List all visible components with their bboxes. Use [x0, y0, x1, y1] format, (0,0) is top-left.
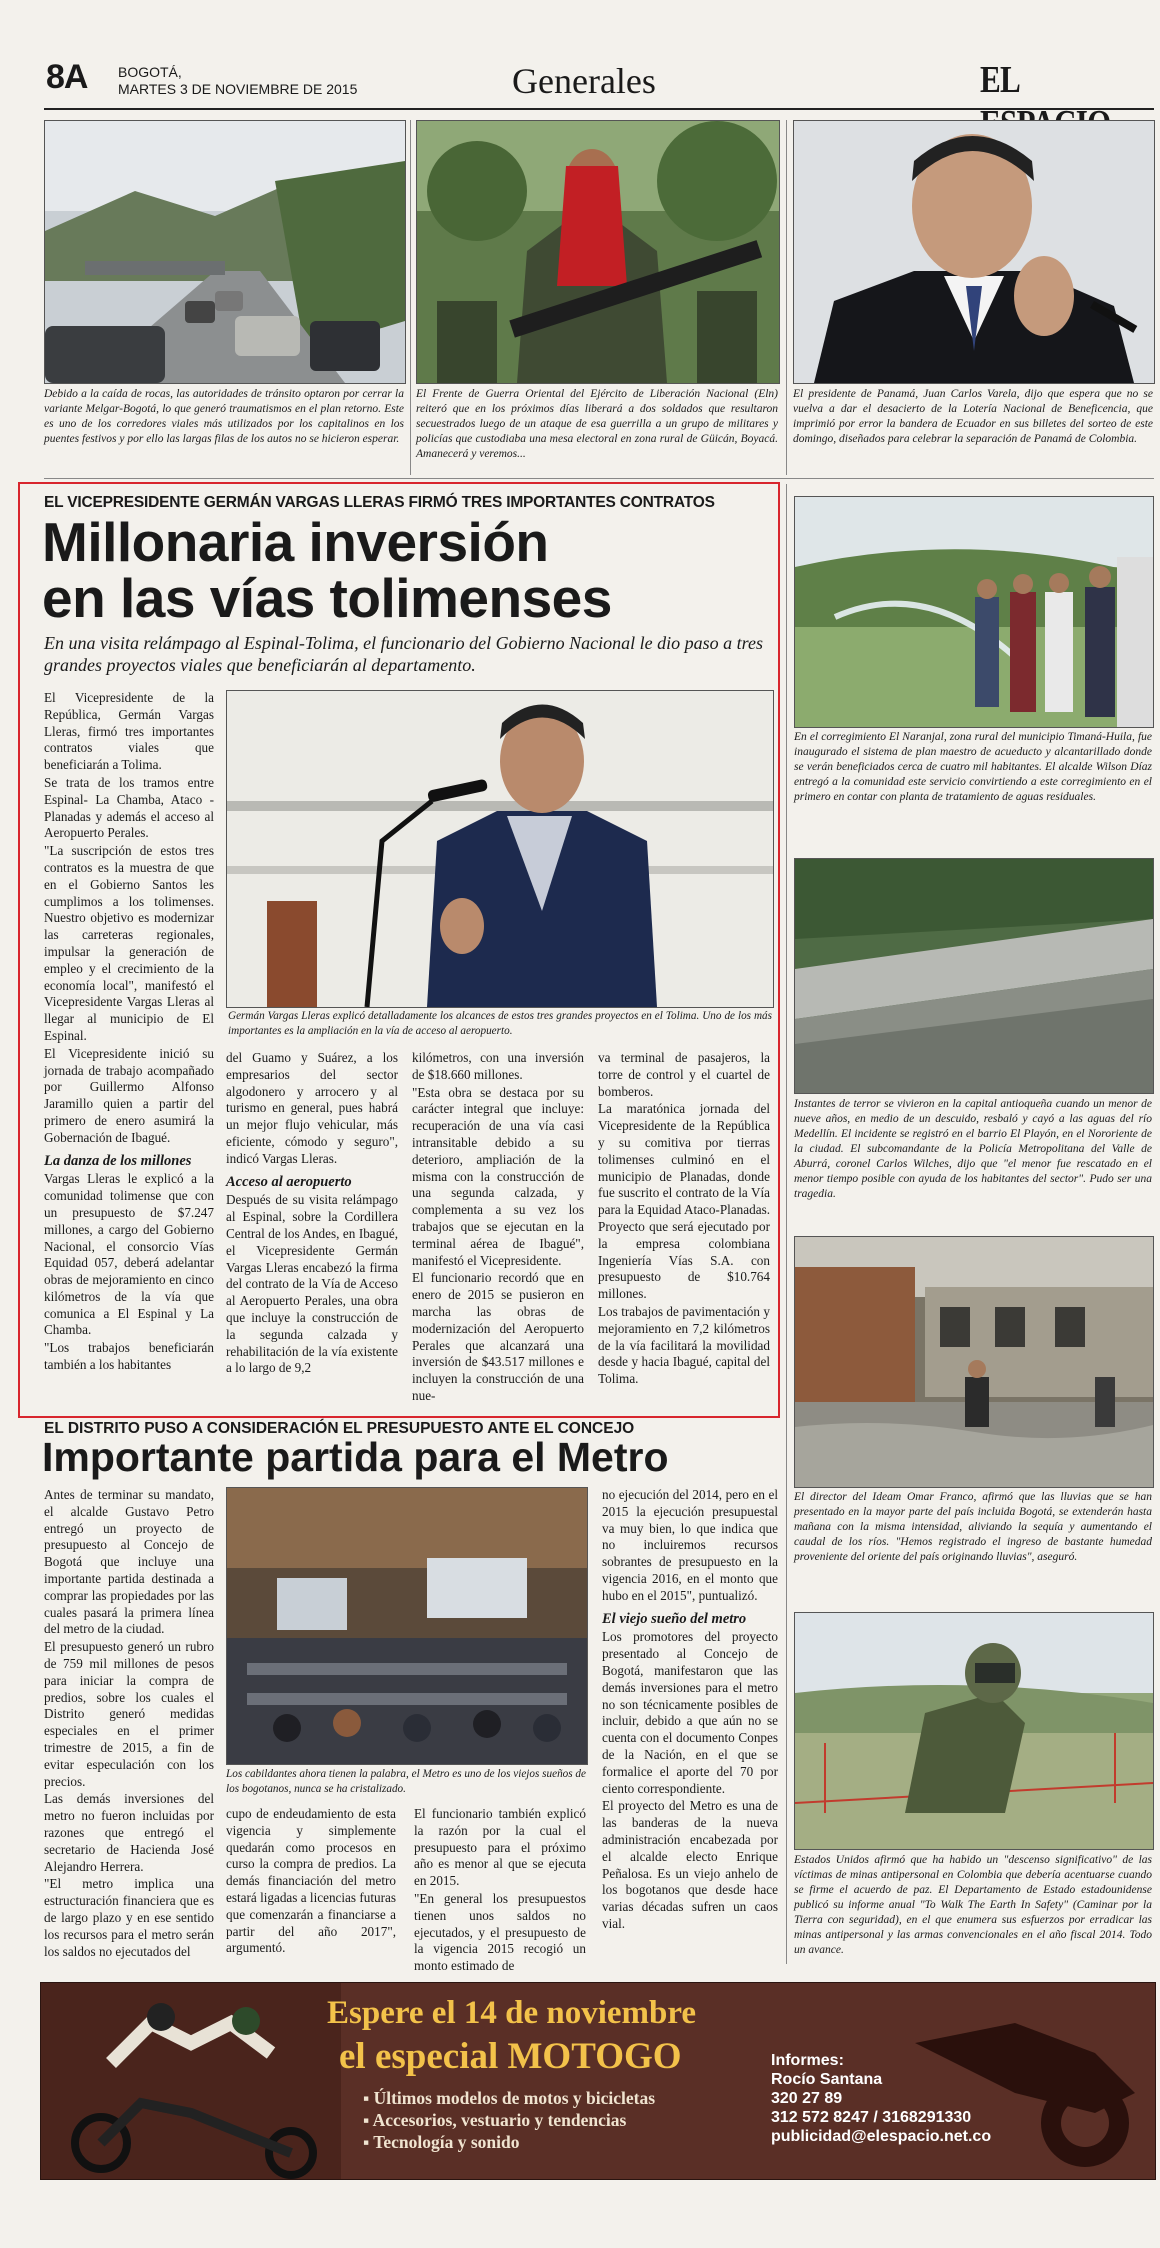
ad-contact-block — [771, 2051, 991, 2146]
photo-aqueduct-inauguration — [794, 496, 1154, 728]
subhead-viejo-sueno: El viejo sueño del metro — [602, 1610, 747, 1627]
ad-headline-1: Espere el 14 de noviembre — [327, 1995, 697, 2031]
photo-vargas-lleras — [226, 690, 774, 1008]
main-col4 — [598, 1050, 770, 1389]
paragraph: kilómetros, con una inversión de $18.660 millones. — [412, 1050, 584, 1082]
ad-email: publicidad@elespacio.net.co — [771, 2128, 992, 2145]
paragraph: Las demás inversiones del metro no fueron incluidas por razones que entregó el secretario de Hacienda José Alejandro Herrera. — [44, 1791, 214, 1874]
column-divider — [410, 120, 411, 475]
metro-kicker: EL DISTRITO PUSO A CONSIDERACIÓN EL PRESUPUESTO ANTE EL CONCEJO — [44, 1420, 635, 1437]
ad-bullet: ▪ Accesorios, vestuario y tendencias — [363, 2110, 627, 2130]
main-title-line2: en las vías tolimenses — [42, 567, 612, 629]
photo-deminer — [794, 1612, 1154, 1850]
paragraph: del Guamo y Suárez, a los empresarios del sector algodonero y arrocero y al turismo en general, pues habrá un mejor flujo vehicular, más eficiente, cómodo y seguro", indicó Vargas Lleras. — [226, 1050, 398, 1166]
paragraph: "Esta obra se destaca por su carácter integral que incluye: recuperación de una vía casi intransitable debido a su deterioro, ampliación de la misma con la construcción de una segunda calzada, y complementa a su vez los trabajos que se ejecutan en la terminal aérea de Ibagué", manifestó el Vicepresidente. — [412, 1084, 584, 1268]
main-col2 — [226, 1050, 398, 1378]
metro-col2 — [226, 1806, 396, 1958]
metro-col4 — [602, 1487, 778, 1934]
page-number: 8A — [46, 58, 88, 96]
paragraph: El presupuesto generó un rubro de 759 mil millones de pesos para iniciar la compra de predios, sobre los cuales el Distrito generó medidas especiales en el primer trimestre de 2015, a fin de evitar especulación con los precios. — [44, 1639, 214, 1789]
paragraph: va terminal de pasajeros, la torre de control y el cuartel de bomberos. — [598, 1050, 770, 1099]
paragraph: La maratónica jornada del Vicepresidente de la República y su comitiva por tierras tolimenses culminó en el municipio de Planadas, donde fue suscrito el contrato de la Vía para la Equidad Ataco-Planadas. Proyecto que será ejecutado por la empresa colombiana Ingeniería Vías S.A. con presupuesto de $10.764 millones. — [598, 1101, 770, 1302]
ad-bullet-text: Accesorios, vestuario y tendencias — [372, 2110, 627, 2130]
section-title: Generales — [512, 61, 656, 101]
motogo-ad — [40, 1982, 1156, 2180]
caption-aqueduct: En el corregimiento El Naranjal, zona rural del municipio Timaná-Huila, fue inaugurado el sistema de plan maestro de acueducto y alcantarillado donde se verán beneficiados cerca de cuatro mil habitantes. El alcalde Wilson Díaz entregó a la comunidad este servicio convirtiendo a este corregimiento en el primero en contar con planta de tratamiento de aguas residuales. — [794, 731, 1152, 803]
caption-ideam: El director del Ideam Omar Franco, afirmó que las lluvias que se han presentado en la mayor parte del país incluida Bogotá, se extenderán hasta mañana con la misma intensidad, aliviando la sequía y aumentando el caudal de los ríos. "Hemos registrado el ingreso de bastante humedad proveniente del oriente del país originando lluvias", aseguró. — [794, 1491, 1152, 1563]
photo-flooded-street — [794, 1236, 1154, 1488]
metro-col3 — [414, 1806, 586, 1976]
header-date: MARTES 3 DE NOVIEMBRE DE 2015 — [118, 81, 358, 97]
column-divider — [786, 484, 787, 1964]
ad-phone-1: 320 27 89 — [771, 2090, 843, 2107]
column-divider — [786, 120, 787, 475]
ad-bullet: ▪ Tecnología y sonido — [363, 2132, 520, 2152]
paragraph: Los trabajos de pavimentación y mejoramiento en 7,2 kilómetros de la vía facilitará la movilidad desde y hacia Ibagué, capital del Tolima. — [598, 1303, 770, 1387]
ad-bullet-list — [363, 2087, 655, 2153]
main-col1 — [44, 690, 214, 1375]
metro-col1 — [44, 1487, 214, 1961]
paragraph: no ejecución del 2014, pero en el 2015 la ejecución presupuestal va muy bien, lo que indica que no incluiremos recursos sobrantes de presupuesto en la vigencia 2016, en el monto que hubo en el 2015", puntualizó. — [602, 1487, 778, 1603]
main-col3 — [412, 1050, 584, 1406]
paragraph: "En general los presupuestos tienen unos saldos no ejecutados, y el presupuesto de la vigencia 2015 recogió un monto estimado de — [414, 1890, 586, 1974]
paragraph: El proyecto del Metro es una de las banderas de la nueva administración encabezada por el alcalde electo Enrique Peñalosa. Es un viejo anhelo de los bogotanos que desde hace varias décadas sufren un caos vial. — [602, 1798, 778, 1931]
photo-eln-guerrilla — [416, 120, 780, 384]
photo-medellin-river — [794, 858, 1154, 1094]
paragraph: Antes de terminar su mandato, el alcalde Gustavo Petro entregó un proyecto de presupuesto al Concejo de Bogotá que incluye una importante partida destinada a comprar las propiedades por las cuales pasará la primera línea del metro de la ciudad. — [44, 1487, 214, 1637]
ad-bullet-text: Últimos modelos de motos y bicicletas — [373, 2088, 656, 2108]
subhead-acceso: Acceso al aeropuerto — [226, 1173, 352, 1190]
header-city: BOGOTÁ, — [118, 64, 182, 80]
page-header — [40, 52, 1155, 112]
photo-panama-president — [793, 120, 1155, 384]
paragraph: "Los trabajos beneficiarán también a los habitantes — [44, 1340, 214, 1373]
subhead-danza: La danza de los millones — [44, 1152, 192, 1169]
motorcycle-riders-image — [41, 1983, 341, 2179]
ad-bullet-text: Tecnología y sonido — [373, 2132, 520, 2152]
photo-concejo-session — [226, 1487, 588, 1765]
ad-phone-2: 312 572 8247 / 3168291330 — [771, 2109, 972, 2126]
paragraph: Vargas Lleras le explicó a la comunidad tolimense que con un presupuesto de $7.247 millones, a cargo del Gobierno Nacional, el consorcio Vías Equidad 057, deberá adelantar obras de mejoramiento en cinco kilómetros de la vía que comunica a El Espinal y La Chamba. — [44, 1171, 214, 1338]
ad-bullet: ▪ Últimos modelos de motos y bicicletas — [363, 2088, 656, 2108]
paragraph: El funcionario también explicó la razón por la cual el presupuesto para el próximo año es menor al que se ejecuta en 2015. — [414, 1806, 586, 1889]
main-kicker: EL VICEPRESIDENTE GERMÁN VARGAS LLERAS FIRMÓ TRES IMPORTANTES CONTRATOS — [44, 494, 715, 511]
ad-informes-label: Informes: — [771, 2052, 844, 2069]
caption-landmines: Estados Unidos afirmó que ha habido un "descenso significativo" de las víctimas de minas antipersonal en Colombia que debería acentuarse cuando se firme el acuerdo de paz. El Departamento de Estado estadounidense publicó su informe anual "To Walk The Earth In Safety" (Caminar por la Tierra con seguridad), en el que enumera sus esfuerzos por erradicar las minas antipersonal y las armas convencionales en el año fiscal 2014. Todo un avance. — [794, 1854, 1152, 1956]
photo-highway-traffic — [44, 120, 406, 384]
paragraph: Se trata de los tramos entre Espinal- La Chamba, Ataco -Planadas y además el acceso al Aeropuerto Perales. — [44, 774, 214, 841]
paragraph: Los promotores del proyecto presentado al Concejo de Bogotá, manifestaron que las demás inversiones para el metro no son técnicamente posibles de incluir, debido a que aún no se cuenta con el documento Conpes de la Nación, en el que se formalice el aporte del 70 por ciento correspondiente. — [602, 1629, 778, 1796]
section-divider — [44, 478, 1154, 479]
paragraph: "El metro implica una estructuración financiera que es de largo plazo y en ese sentido los recursos para el metro serán los saldos no ejecutados del — [44, 1876, 214, 1959]
caption-vargas-lleras: Germán Vargas Lleras explicó detalladamente los alcances de estos tres grandes proyectos en el Tolima. Uno de los más importantes es la ampliación en la vía de acceso al aeropuerto. — [228, 1010, 772, 1037]
caption-medellin: Instantes de terror se vivieron en la capital antioqueña cuando un menor de nueve años, en medio de un descuido, resbaló y cayó a las aguas del río Medellín. El incidente se registró en el barrio El Playón, en el Nororiente de la ciudad. El subcomandante de la Policía Metropolitana del Valle de Aburrá, coronel Carlos Wilches, dijo que "el menor fue rescatado en el menor tiempo posible con ayuda de los habitantes del sector". Pudo ser una tragedia. — [794, 1098, 1152, 1200]
paragraph: El funcionario recordó que en enero de 2015 se pusieron en marcha las obras de modernización del Aeropuerto Perales que alcanzará una inversión de $43.517 millones e incluyen la construcción de una nue- — [412, 1270, 584, 1403]
paragraph: El Vicepresidente inició su jornada de trabajo acompañado por Guillermo Alfonso Jaramillo quien a partir del primero de enero asumirá la Gobernación de Ibagué. — [44, 1045, 214, 1145]
paragraph: Después de su visita relámpago al Espinal, sobre la Cordillera Central de los Andes, en Ibagué, el Vicepresidente Germán Vargas Lleras encabezó la firma del contrato de la Vía de Acceso al Aeropuerto Perales, una obra que incluye la construcción de la segunda calzada y rehabilitación de la vía existente a lo largo de 9,2 — [226, 1192, 398, 1376]
metro-title: Importante partida para el Metro — [42, 1434, 669, 1480]
caption-eln: El Frente de Guerra Oriental del Ejército de Liberación Nacional (Eln) reiteró que en los próximos días liberará a dos soldados que resultaron secuestrados luego de un ataque de esa guerrilla a un grupo de militares y policías que custodiaba una mesa electoral en zona rural de Güicán, Boyacá. Amanecerá y veremos... — [416, 388, 778, 460]
paragraph: "La suscripción de estos tres contratos es la muestra de que en el Gobierno Santos les cumplimos a los tolimenses. Nuestro objetivo es modernizar las carreteras regionales, impulsar la generación de empleo y el crecimiento de la economía local", manifestó el Vicepresidente Vargas Lleras al llegar al municipio de El Espinal. — [44, 843, 214, 1043]
caption-highway: Debido a la caída de rocas, las autoridades de tránsito optaron por cerrar la variante Melgar-Bogotá, lo que generó traumatismos en el plan retorno. Este es uno de los corredores viales más utilizados por los capitalinos en los puentes festivos y por ello las largas filas de los autos no se hicieron esperar. — [44, 388, 404, 445]
main-title-line1: Millonaria inversión — [42, 511, 549, 573]
caption-panama: El presidente de Panamá, Juan Carlos Varela, dijo que espera que no se vuelva a dar el desacierto de la Lotería Nacional de Beneficencia, que imprimió por error la bandera de Ecuador en sus billetes del sorteo de este domingo, diseñados para celebrar la separación de Panamá de Colombia. — [793, 388, 1153, 445]
main-lead: En una visita relámpago al Espinal-Tolima, el funcionario del Gobierno Nacional le dio paso a tres grandes proyectos viales que beneficiarán al departamento. — [44, 633, 763, 675]
paragraph: El Vicepresidente de la República, Germán Vargas Lleras, firmó tres importantes contratos viales que beneficiarán a Tolima. — [44, 690, 214, 773]
paragraph: cupo de endeudamiento de esta vigencia y simplemente quedarán como procesos en curso la compra de predios. La demás financiación del metro estará ligadas a licencias futuras que comenzarán a financiarse a partir del año 2017", argumentó. — [226, 1806, 396, 1956]
ad-contact-name: Rocío Santana — [771, 2071, 883, 2088]
header-rule — [44, 108, 1154, 110]
ad-headline-2: el especial MOTOGO — [339, 2036, 682, 2077]
caption-concejo: Los cabildantes ahora tienen la palabra, el Metro es uno de los viejos sueños de los bogotanos, nunca se ha cristalizado. — [226, 1768, 586, 1795]
masthead-logo: EL — [980, 59, 1019, 101]
